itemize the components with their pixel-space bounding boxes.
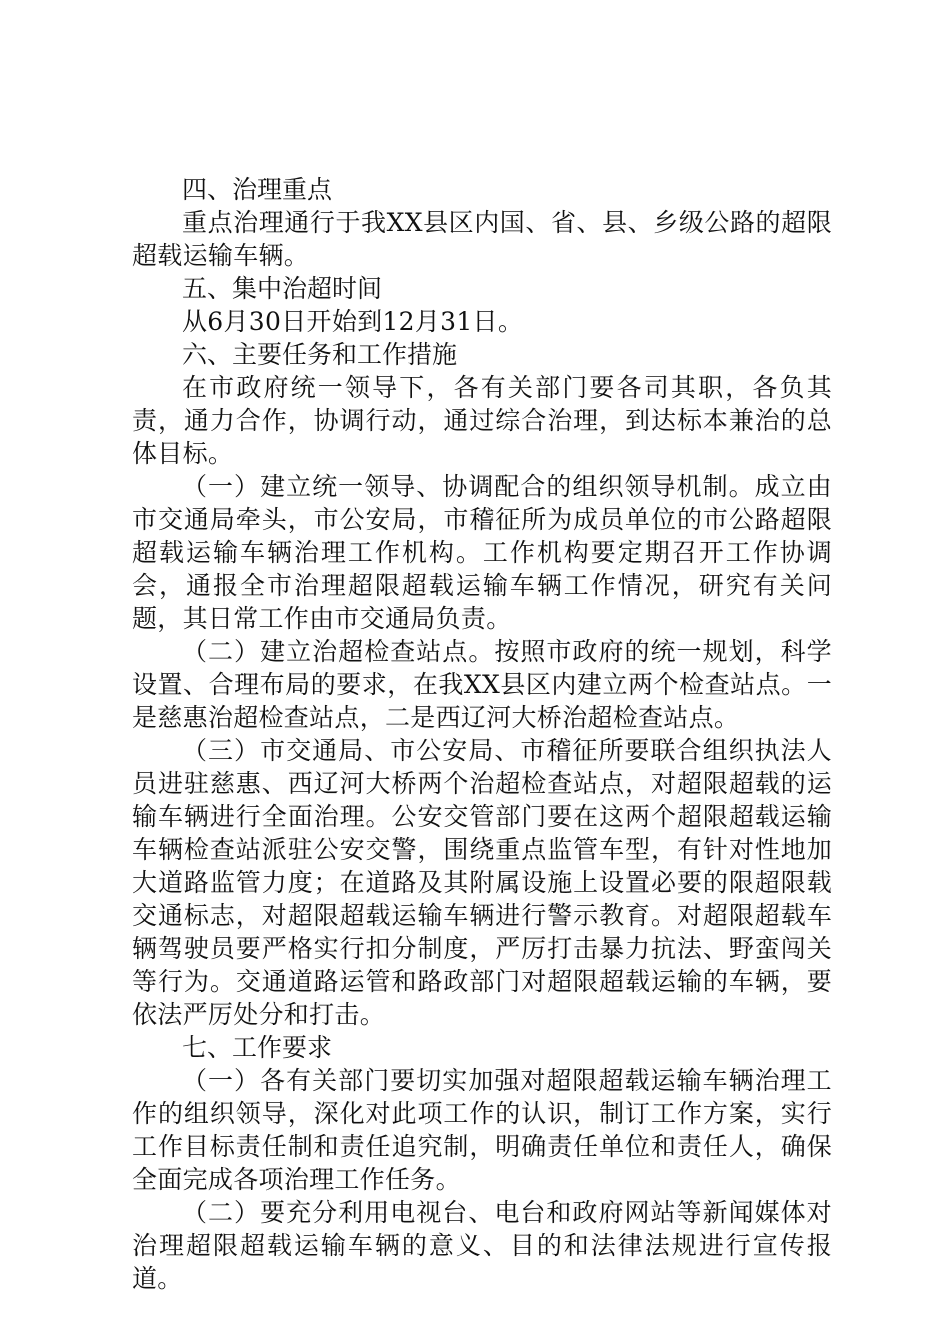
paragraph: （一）各有关部门要切实加强对超限超载运输车辆治理工作的组织领导，深化对此项工作的认识，制订工作方案，实行工作目标责任制和责任追究制，明确责任单位和责任人，确保全面完成各项治理工作任务。 <box>132 1066 832 1194</box>
paragraph: （二）建立治超检查站点。按照市政府的统一规划，科学设置、合理布局的要求，在我XX县区内建立两个检查站点。一是慈惠治超检查站点，二是西辽河大桥治超检查站点。 <box>132 637 832 732</box>
paragraph: （三）市交通局、市公安局、市稽征所要联合组织执法人员进驻慈惠、西辽河大桥两个治超检查站点，对超限超载的运输车辆进行全面治理。公安交管部门要在这两个超限超载运输车辆检查站派驻公安交警，围绕重点监管车型，有针对性地加大道路监管力度；在道路及其附属设施上设置必要的限超限载交通标志，对超限超载运输车辆进行警示教育。对超限超载车辆驾驶员要严格实行扣分制度，严厉打击暴力抗法、野蛮闯关等行为。交通道路运管和路政部门对超限超载运输的车辆，要依法严厉处分和打击。 <box>132 736 832 1029</box>
paragraph: 从6月30日开始到12月31日。 <box>182 307 524 336</box>
section-heading-5: 五、集中治超时间 <box>182 274 383 303</box>
section-heading-6: 六、主要任务和工作措施 <box>182 340 458 369</box>
section-heading-7: 七、工作要求 <box>182 1033 333 1062</box>
paragraph: （一）建立统一领导、协调配合的组织领导机制。成立由市交通局牵头，市公安局，市稽征所为成员单位的市公路超限超载运输车辆治理工作机构。工作机构要定期召开工作协调会，通报全市治理超限超载运输车辆工作情况，研究有关问题，其日常工作由市交通局负责。 <box>132 472 832 633</box>
section-heading-4: 四、治理重点 <box>182 175 333 204</box>
document-body <box>132 173 832 1295</box>
paragraph: （二）要充分利用电视台、电台和政府网站等新闻媒体对治理超限超载运输车辆的意义、目的和法律法规进行宣传报道。 <box>132 1198 832 1293</box>
paragraph: 重点治理通行于我XX县区内国、省、县、乡级公路的超限超载运输车辆。 <box>132 208 832 270</box>
paragraph: 在市政府统一领导下，各有关部门要各司其职，各负其责，通力合作，协调行动，通过综合治理，到达标本兼治的总体目标。 <box>132 373 832 468</box>
